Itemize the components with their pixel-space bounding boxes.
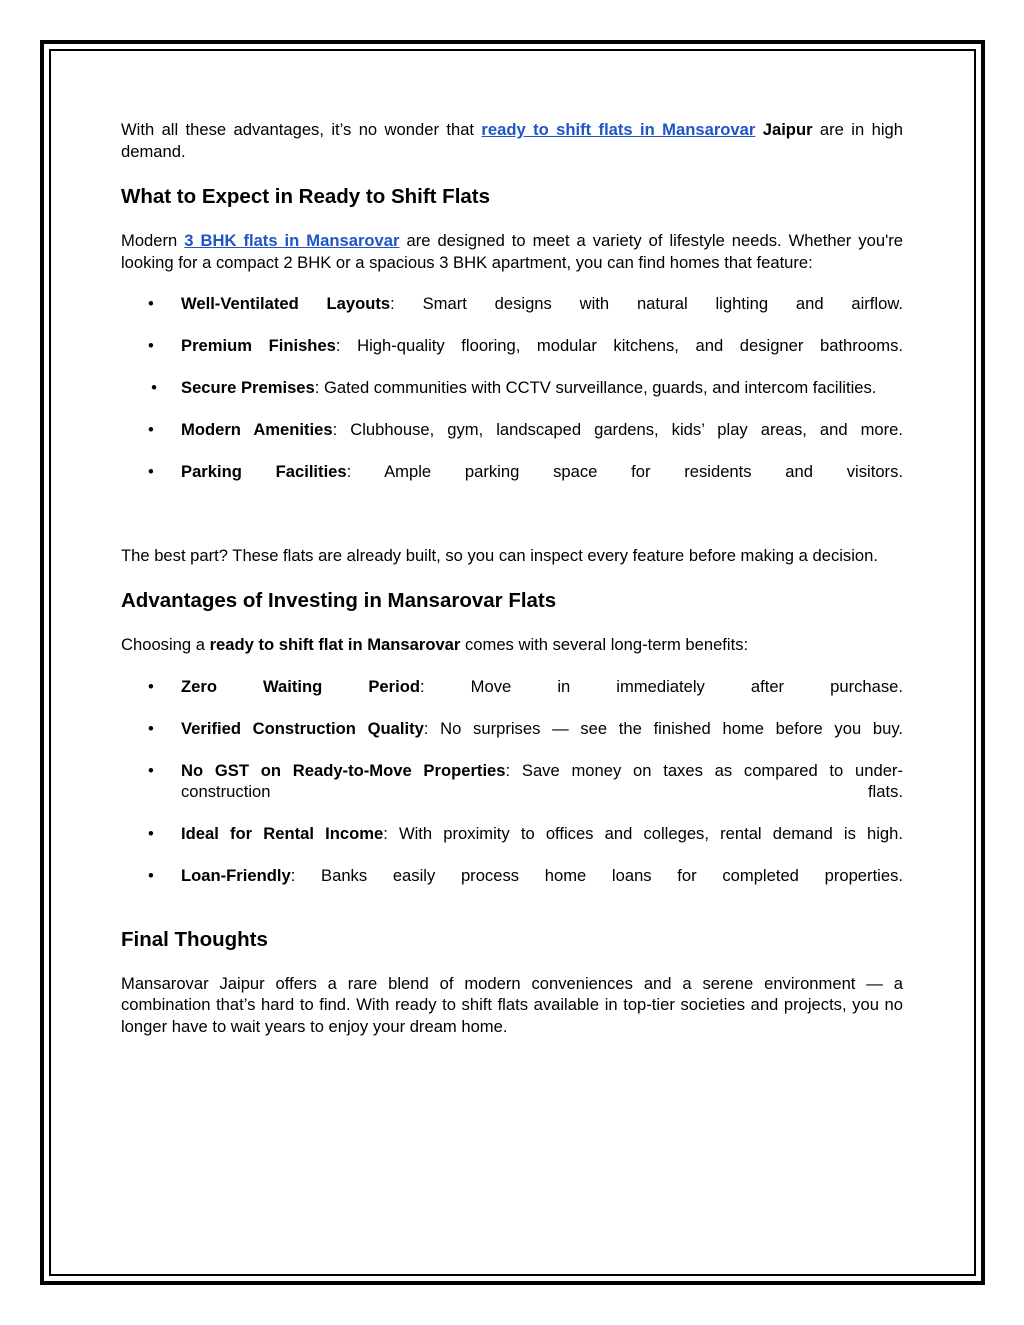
list-item: • Loan-Friendly: Banks easily process home loans for completed properties. (148, 866, 903, 885)
list-item: • Ideal for Rental Income: With proximity to offices and colleges, rental demand is high. (148, 824, 903, 843)
heading-advantages: Advantages of Investing in Mansarovar Flats (121, 589, 557, 612)
bullet-icon: • (151, 378, 157, 397)
intro-paragraph: With all these advantages, it’s no wonder that ready to shift flats in Mansarovar Jaipur are in high demand. (121, 120, 903, 161)
bullet-icon: • (148, 462, 154, 481)
document-body (121, 119, 903, 1037)
section2-paragraph: Choosing a ready to shift flat in Mansarovar comes with several long-term benefits: (121, 635, 749, 654)
benefits-list (121, 676, 903, 887)
bullet-icon: • (148, 866, 154, 885)
list-item: • Premium Finishes: High-quality flooring, modular kitchens, and designer bathrooms. (148, 336, 903, 355)
link-ready-to-shift-flats[interactable]: ready to shift flats in Mansarovar (481, 120, 756, 139)
section1-closing-paragraph: The best part? These flats are already built, so you can inspect every feature before making a decision. (121, 545, 878, 565)
bullet-icon: • (148, 718, 154, 738)
bullet-icon: • (148, 294, 154, 313)
bullet-icon: • (148, 760, 154, 780)
section3-paragraph: Mansarovar Jaipur offers a rare blend of modern conveniences and a serene environment — a combination that’s hard to find. With ready to shift flats available in top-tier societies and projects, you no longer have to wait years to enjoy your dream home. (121, 973, 903, 1036)
intro-bold-jaipur: Jaipur (762, 120, 813, 139)
heading-final-thoughts: Final Thoughts (121, 927, 268, 951)
bullet-icon: • (148, 676, 154, 696)
bullet-icon: • (148, 336, 154, 355)
link-3bhk-flats[interactable]: 3 BHK flats in Mansarovar (184, 231, 400, 250)
list-item: • Verified Construction Quality: No surprises — see the finished home before you buy. (148, 718, 903, 738)
list-item: • Well-Ventilated Layouts: Smart designs with natural lighting and airflow. (148, 294, 904, 313)
features-list (121, 293, 903, 483)
list-item: • Secure Premises: Gated communities with CCTV surveillance, guards, and intercom facilities. (121, 377, 903, 399)
heading-what-to-expect: What to Expect in Ready to Shift Flats (121, 185, 491, 208)
list-item: • Parking Facilities: Ample parking space for residents and visitors. (148, 462, 903, 481)
list-item: • Modern Amenities: Clubhouse, gym, landscaped gardens, kids’ play areas, and more. (148, 420, 903, 439)
bullet-icon: • (148, 420, 154, 439)
list-item: • Zero Waiting Period: Move in immediately after purchase. (148, 676, 904, 696)
list-item: • No GST on Ready-to-Move Properties: Save money on taxes as compared to under-construction flats. (148, 760, 903, 801)
bullet-icon: • (148, 824, 154, 843)
section1-paragraph: Modern 3 BHK flats in Mansarovar are designed to meet a variety of lifestyle needs. Whether you're looking for a compact 2 BHK or a spacious 3 BHK apartment, you can find homes that feature: (121, 231, 904, 272)
